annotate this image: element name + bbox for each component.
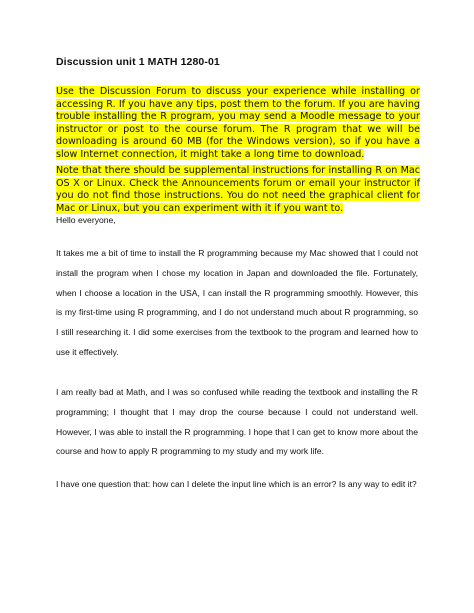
highlighted-instructions-1 <box>56 86 420 162</box>
body-paragraph-1: It takes me a bit of time to install the R programming because my Mac showed that I could not install the program when I chose my location in Japan and downloaded the file. Fortunately, when I choose a location in the USA, I can install the R programming smoothly. However, this is my first-time using R programming, and I do not understand much about R programming, so I still researching it. I did some exercises from the textbook to the program and learned how to use it effectively. <box>56 248 418 357</box>
body-paragraph-3: I have one question that: how can I delete the input line which is an error? Is any way to edit it? <box>56 479 417 489</box>
highlighted-instructions-2 <box>56 165 420 215</box>
document-title: Discussion unit 1 MATH 1280-01 <box>56 56 220 68</box>
highlight-text-2: Note that there should be supplemental instructions for installing R on Mac OS X or Linux. Check the Announcements forum or email your instructor if you do not find those instructions. You do not need the graphical client for Mac or Linux, but you can experiment with it if you want to. <box>56 165 420 214</box>
body-paragraph-2: I am really bad at Math, and I was so confused while reading the textbook and installing the R programming; I thought that I may drop the course because I could not understand well. However, I was able to install the R programming. I hope that I can get to know more about the course and how to apply R programming to my study and my work life. <box>56 387 418 457</box>
highlight-text-1: Use the Discussion Forum to discuss your experience while installing or accessing R. If you have any tips, post them to the forum. If you are having trouble installing the R program, you may send a Moodle message to your instructor or post to the course forum. The R program that we will be downloading is around 60 MB (for the Windows version), so if you have a slow Internet connection, it might take a long time to download. <box>56 86 420 160</box>
greeting: Hello everyone, <box>56 215 116 225</box>
